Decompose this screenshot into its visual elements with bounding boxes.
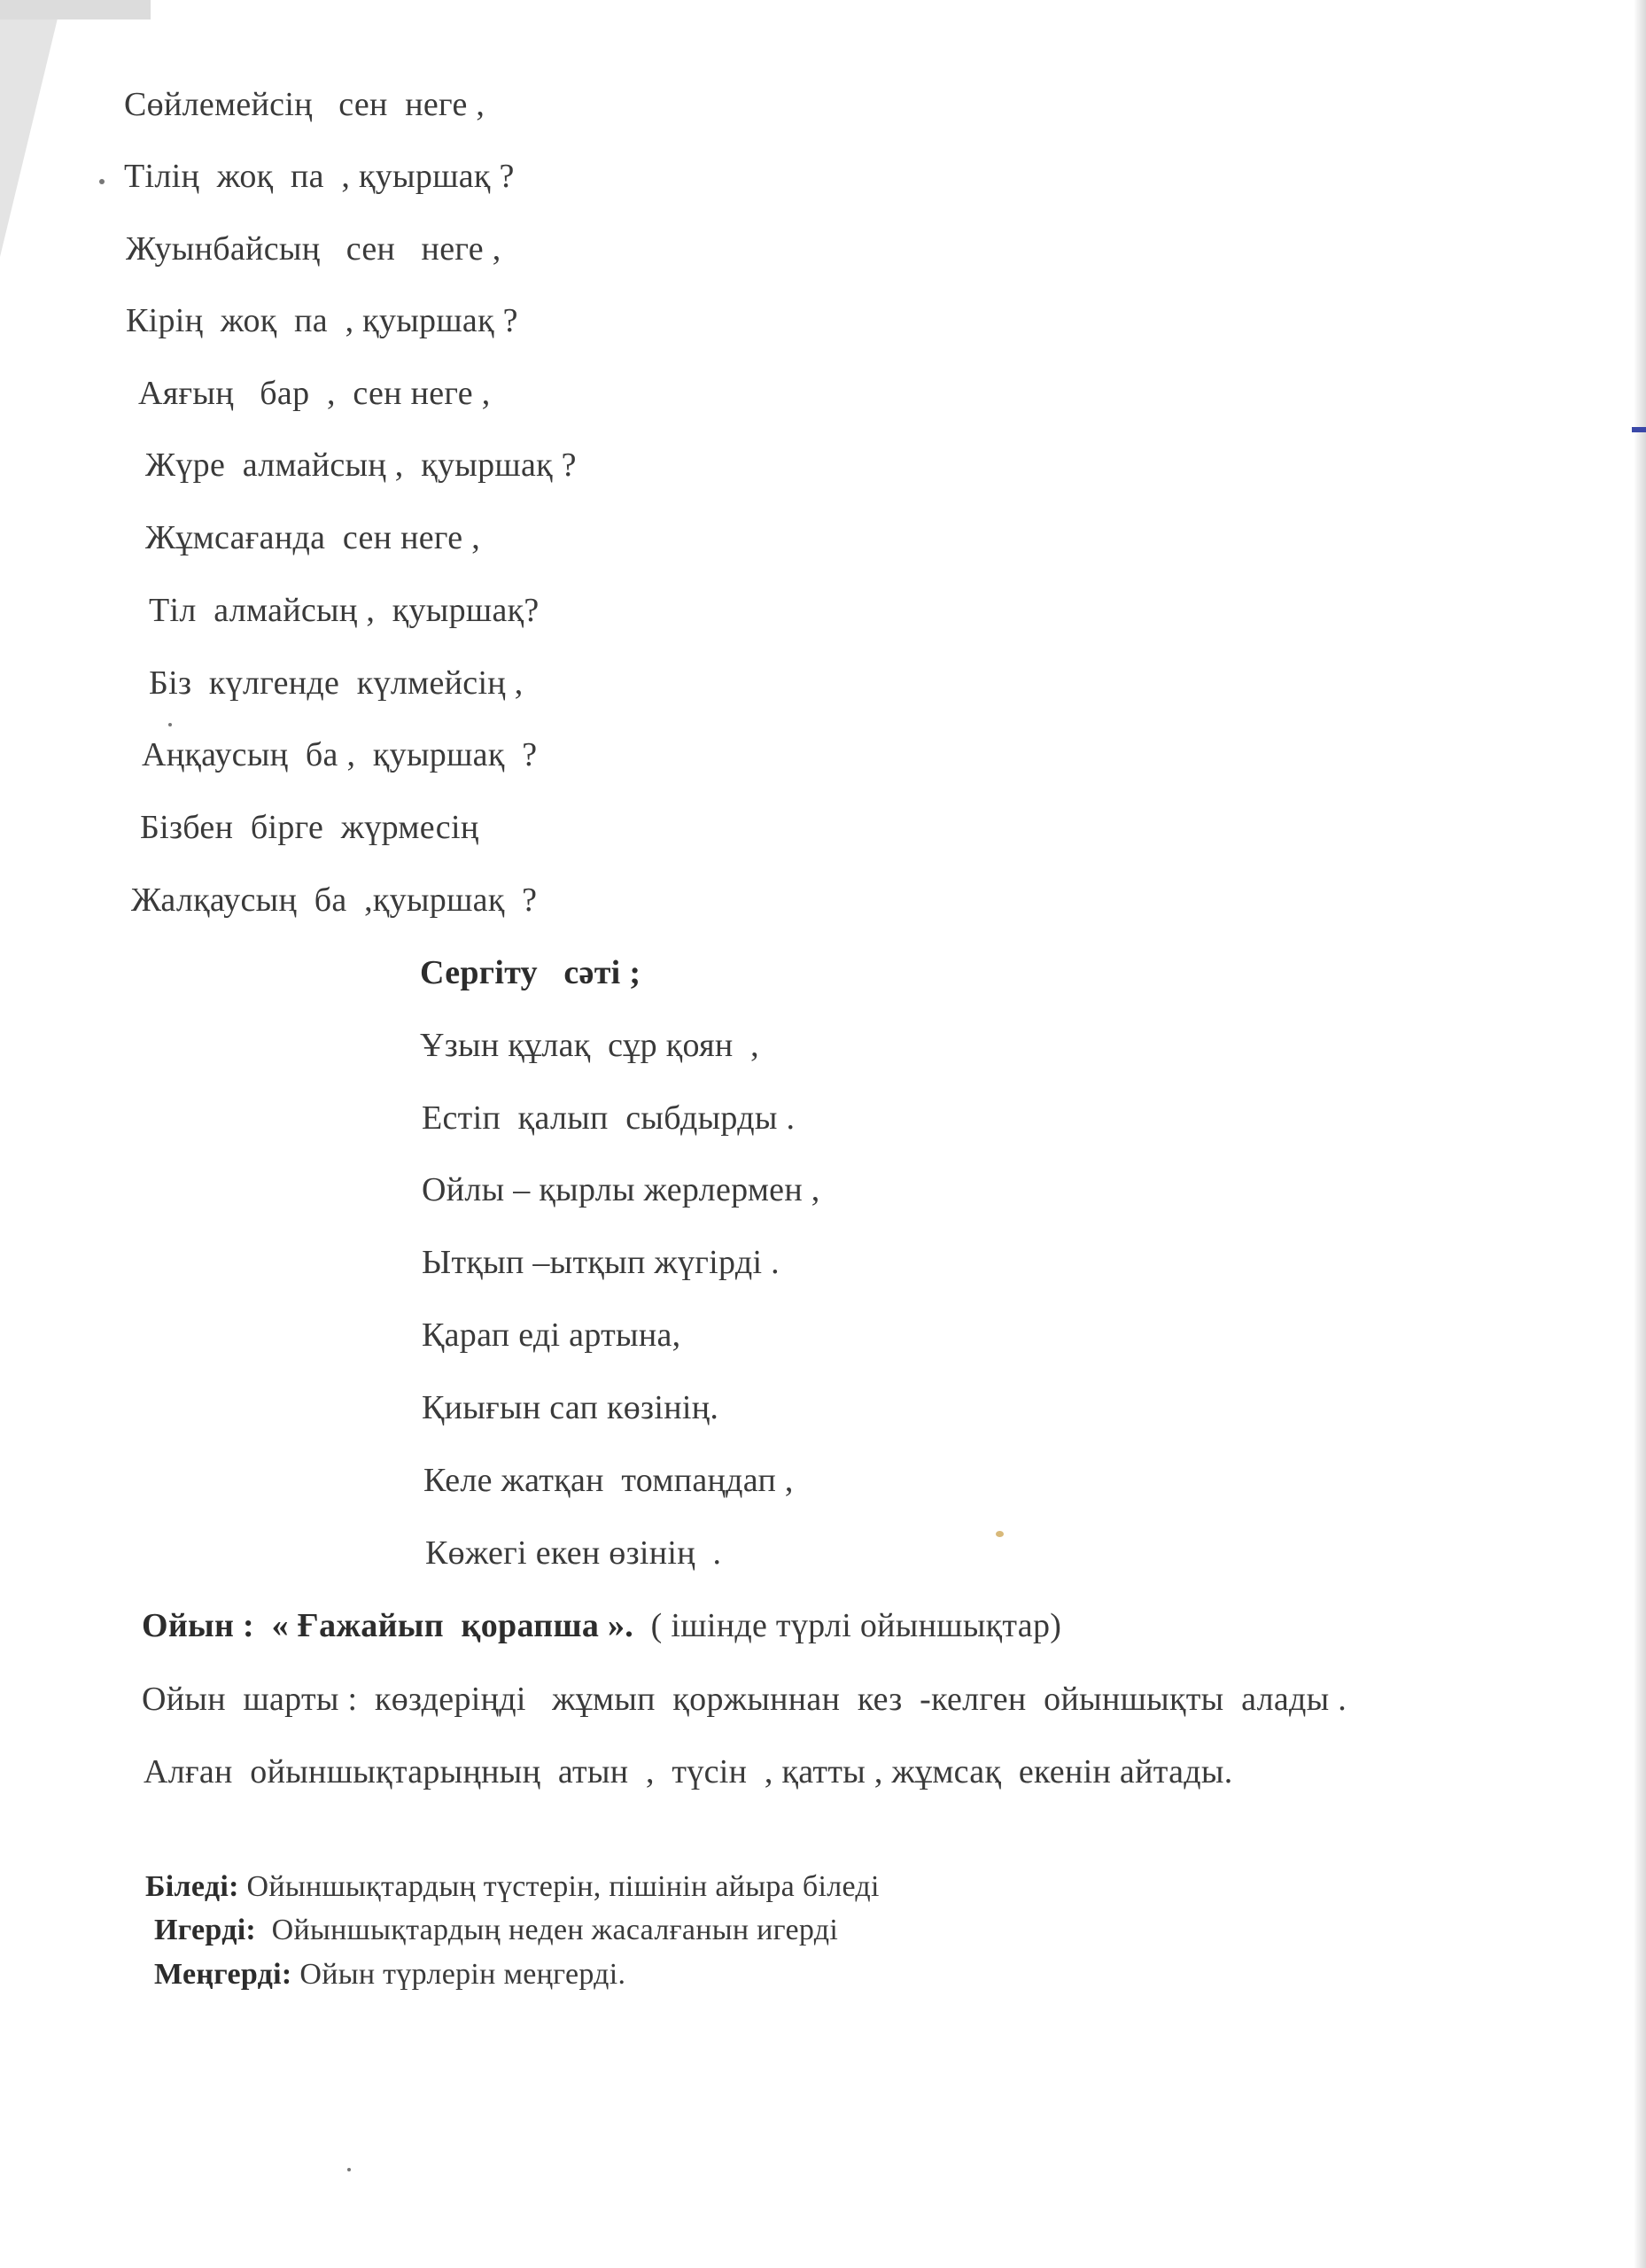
exercise-line: Ойлы – қырлы жерлермен , — [422, 1171, 820, 1208]
page-edge-shadow — [1634, 0, 1646, 2268]
exercise-line: Ытқып –ытқып жүгірді . — [422, 1244, 780, 1281]
outcome-text: Ойыншықтардың түстерін, пішінін айыра біледі — [238, 1870, 880, 1903]
poem-line: Жуынбайсың сен неге , — [126, 230, 501, 268]
outcome-label: Меңгерді: — [154, 1958, 292, 1991]
poem-line: Жұмсағанда сен неге , — [145, 519, 481, 556]
game-rules-continued: Алған ойыншықтарыңның атын , түсін , қатты , жұмсақ екенін айтады. — [144, 1753, 1233, 1790]
outcome-label: Игерді: — [154, 1914, 257, 1946]
exercise-line: Көжегі екен өзінің . — [425, 1534, 722, 1572]
poem-line: Жалқаусың ба ,қуыршақ ? — [131, 882, 538, 919]
poem-line: Бізбен бірге жүрмесің — [140, 809, 479, 846]
exercise-title: Сергіту сәті ; — [420, 954, 641, 991]
game-label: Ойын : « Ғажайып қорапша ». — [142, 1607, 634, 1644]
poem-line: Сөйлемейсің сен неге , — [124, 86, 485, 123]
exercise-line: Келе жатқан томпаңдап , — [423, 1462, 794, 1499]
corner-shadow — [0, 0, 151, 19]
poem-line: Аяғың бар , сен неге , — [138, 375, 491, 412]
poem-line: Аңқаусың ба , қуыршақ ? — [142, 736, 538, 773]
game-note: ( ішінде түрлі ойыншықтар) — [633, 1607, 1062, 1644]
game-heading — [142, 1605, 1061, 1646]
poem-line: Жүре алмайсың , қуыршақ ? — [145, 447, 577, 484]
poem-line: Тілің жоқ па , қуыршақ ? — [124, 158, 515, 195]
outcome-knows — [145, 1869, 880, 1905]
poem-line: Тіл алмайсың , қуыршақ? — [149, 592, 540, 629]
outcome-learned — [154, 1957, 625, 1992]
outcome-text: Ойыншықтардың неден жасалғанын игерді — [256, 1914, 839, 1946]
scan-speck — [996, 1531, 1004, 1537]
game-rules: Ойын шарты : көздеріңді жұмып қоржыннан кез -келген ойыншықты алады . — [142, 1681, 1347, 1718]
ink-mark — [1632, 427, 1646, 432]
exercise-line: Қарап еді артына, — [422, 1317, 681, 1354]
outcome-text: Ойын түрлерін меңгерді. — [291, 1958, 626, 1991]
scan-speck — [168, 723, 172, 726]
scan-speck — [347, 2168, 351, 2171]
poem-line: Біз күлгенде күлмейсің , — [149, 664, 524, 702]
exercise-line: Естіп қалып сыбдырды . — [422, 1099, 796, 1137]
folded-corner — [0, 0, 62, 257]
poem-line: Кірің жоқ па , қуыршақ ? — [126, 302, 518, 339]
exercise-line: Ұзын құлақ сұр қоян , — [420, 1027, 759, 1064]
outcome-mastered — [154, 1913, 838, 1948]
scan-speck — [99, 179, 105, 184]
exercise-line: Қиығын сап көзінің. — [422, 1389, 719, 1426]
outcome-label: Біледі: — [145, 1870, 239, 1903]
